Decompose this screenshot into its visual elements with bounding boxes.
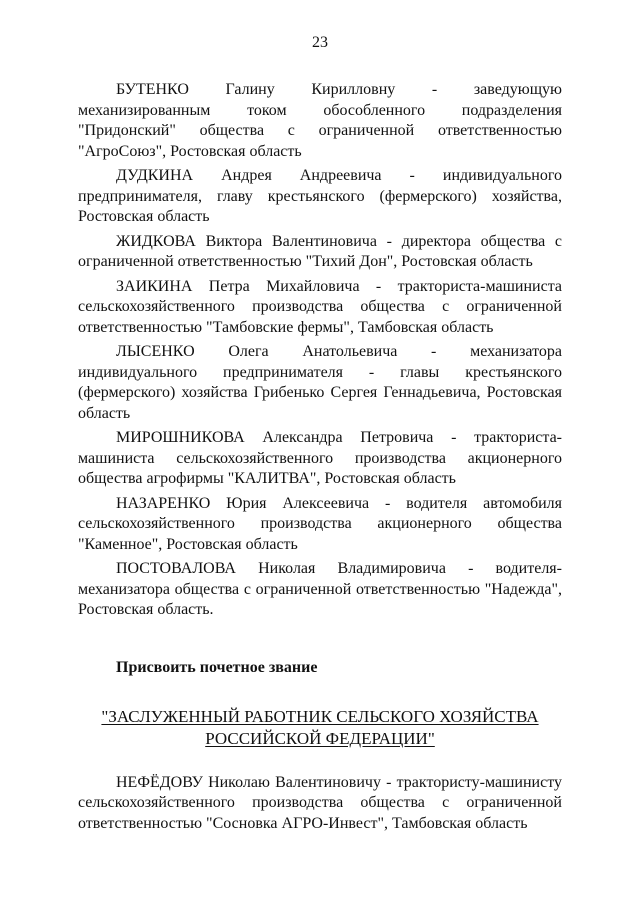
section-heading: Присвоить почетное звание [116,658,318,676]
list-item: ЗАИКИНА Петра Михайловича - тракториста-машиниста сельскохозяйственного производства общества с ограниченной ответственностью "Тамбовские фермы", Тамбовская область [78,277,562,336]
list-item: ДУДКИНА Андрея Андреевича - индивидуального предпринимателя, главу крестьянского (фермерского) хозяйства, Ростовская область [78,167,562,225]
award-entry: НЕФЁДОВУ Николаю Валентиновичу - трактористу-машинисту сельскохозяйственного производства общества с ограниченной ответственностью "Сосновка АГРО-Инвест", Тамбовская область [78,773,562,832]
list-item: ЛЫСЕНКО Олега Анатольевича - механизатора индивидуального предпринимателя - главы крестьянского (фермерского) хозяйства Грибенько Сергея Геннадьевича, Ростовская область [78,343,562,422]
list-item: ЖИДКОВА Виктора Валентиновича - директора общества с ограниченной ответственностью "Тихий Дон", Ростовская область [78,232,562,270]
honorary-title [78,706,562,750]
list-item: ПОСТОВАЛОВА Николая Владимировича - водителя-механизатора общества с ограниченной ответственностью "Надежда", Ростовская область. [78,560,562,618]
page-number: 23 [312,34,328,51]
honorary-title-line: РОССИЙСКОЙ ФЕДЕРАЦИИ" [205,728,435,748]
list-item: НАЗАРЕНКО Юрия Алексеевича - водителя автомобиля сельскохозяйственного производства акционерного общества "Каменное", Ростовская область [78,494,562,553]
list-item: БУТЕНКО Галину Кирилловну - заведующую механизированным током обособленного подразделения "Придонский" общества с ограниченной ответственностью "АгроСоюз", Ростовская область [78,81,562,160]
honorary-title-line: "ЗАСЛУЖЕННЫЙ РАБОТНИК СЕЛЬСКОГО ХОЗЯЙСТВА [101,706,539,726]
list-item: МИРОШНИКОВА Александра Петровича - тракториста-машиниста сельскохозяйственного производства акционерного общества агрофирмы "КАЛИТВА", Ростовская область [78,429,562,487]
document-body [78,80,562,838]
